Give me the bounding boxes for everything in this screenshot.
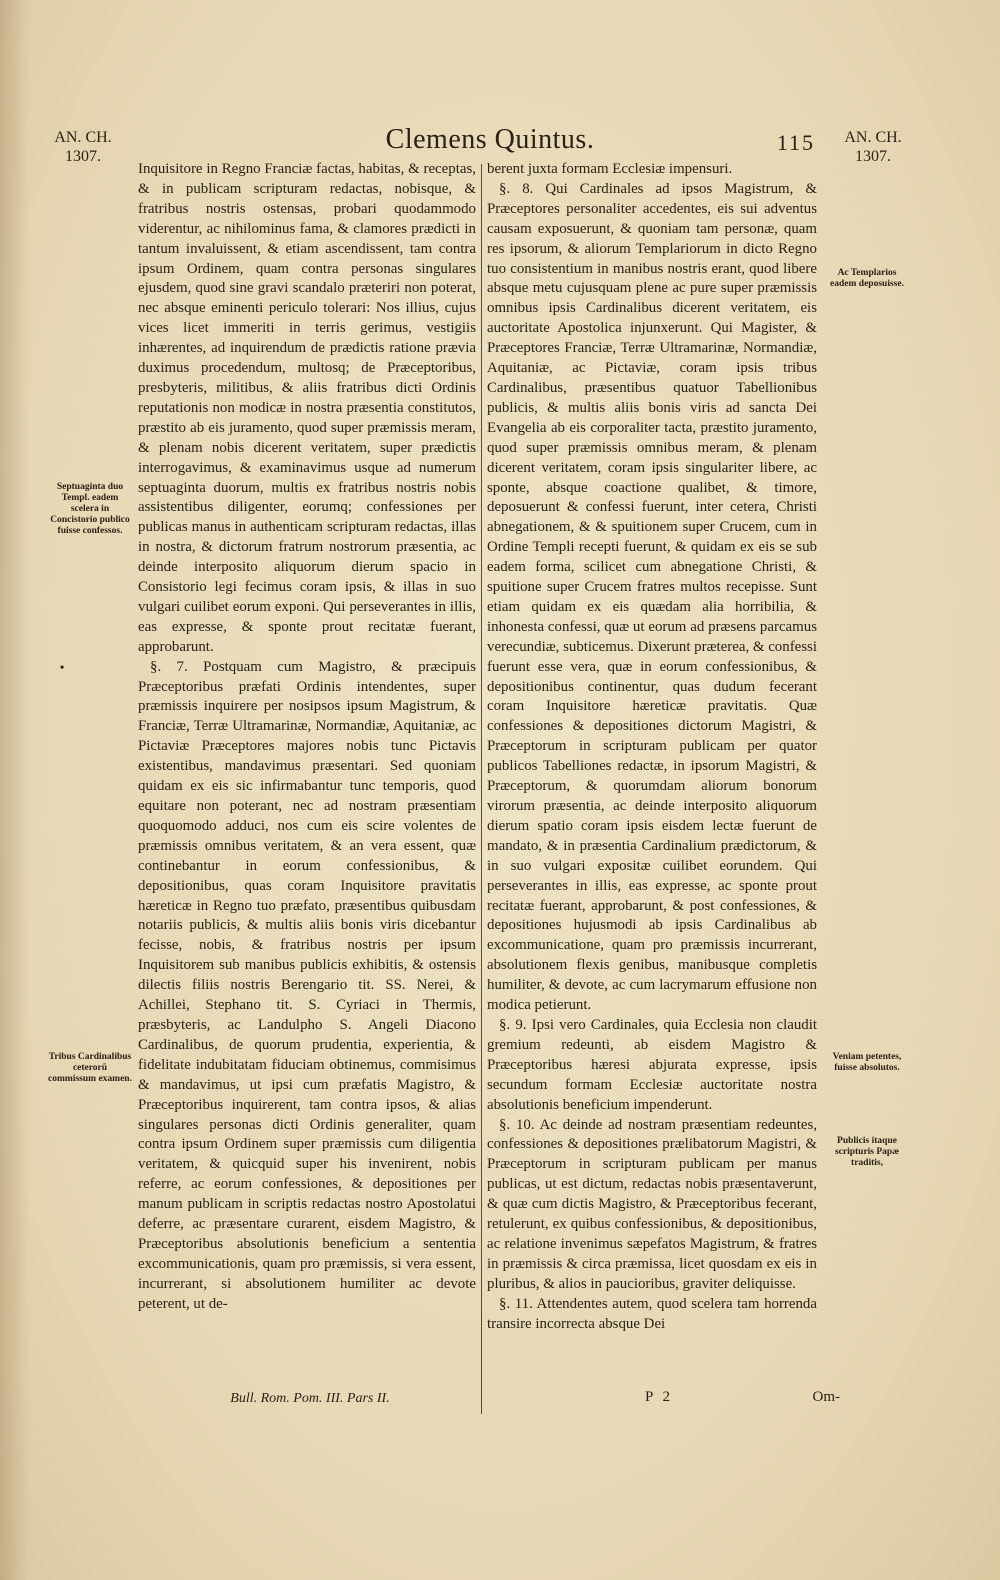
margin-note-right-1: Ac Templarios eadem deposuisse. <box>830 268 904 289</box>
left-column <box>138 160 476 1315</box>
gutter-shadow <box>0 0 30 1580</box>
margin-note-left-2: Tribus Cardinalibus ceterorũ commissum examen. <box>48 1052 132 1084</box>
right-paragraph-2: §. 8. Qui Cardinales ad ipsos Magistrum, & Præceptores personaliter accedentes, eis sui adventus causam exposuerunt, & quoniam tam personæ, quam res ipsorum, & aliorum Templariorum in dicto Regno tuo consistentium in manibus nostris erant, quod libere absque metu cujusquam plene ac pure super præmissis omnibus ipsis Cardinalibus dicerent veritatem, eis auctoritate Apostolica injunxerunt. Qui Magister, & Præceptores Franciæ, Terræ Ultramarinæ, Normandiæ, Aquitaniæ, ac Pictaviæ, coram ipsis tribus Cardinalibus, præsentibus quatuor Tabellionibus publicis, & multis aliis bonis viris ad sancta Dei Evangelia ab eis corporaliter tacta, præstito juramento, quod super præmissis omnibus meram, & plenam dicerent veritatem, coram ipsis singulariter libere, ac sponte, absque coactione qualibet, & timore, deposuerunt & confessi fuerunt, inter cetera, Christi abnegationem, & & spuitionem super Crucem, cum in Ordine Templi recepti fuerunt, & quidam ex eis se sub eadem forma, scilicet cum abnegatione Christi, & spuitione super Crucem fratres multos recepisse. Sunt etiam quidam ex eis quædam alia horribilia, & inhonesta confessi, quæ ut eorum ad præsens parcamus verecundiæ, subticemus. Dixerunt præterea, & confessi fuerunt esse vera, quæ in eorum confessionibus, & depositionibus continentur, quas dudum fecerant coram Inquisitore hæreticæ pravitatis. Quæ confessiones & depositiones dictorum Magistri, & Præceptorum in scripturam publicam per quator publicos Tabelliones redactæ, in ipsorum Magistri, & Præceptorum, & quorumdam aliorum bonorum virorum præsentia, ac deinde interposito aliquorum dierum spatio coram ipsis eisdem lectæ fuerunt de mandato, & in præsentia Cardinalium prædictorum, & in suo vulgari expositæ cuilibet eorundem. Qui perseverantes in illis, eas expresse, ac sponte prout recitatæ fuerant, approbarunt, & post confessiones, & depositiones hujusmodi ab ipsis Cardinalibus ab excommunicatione, quam pro præmissis incurrerant, absolutionem flexis genibus, manibusque completis humiliter, & devote, ac cum lacrymarum effusione non modica petierunt. <box>487 180 817 1014</box>
running-title: Clemens Quintus. <box>385 124 595 155</box>
catchword: Om- <box>812 1389 840 1405</box>
left-paragraph-2: §. 7. Postquam cum Magistro, & præcipuis Præceptoribus præfati Ordinis intendentes, super præmissis inquirere per nosipsos ipsum Magistrum, & Franciæ, Terræ Ultramarinæ, Normandiæ, Aquitaniæ, ac Pictaviæ Præceptores majores nobis tunc Pictavis existentibus, mandavimus præsentari. Sed quoniam quidam ex eis sic infirmabantur tunc temporis, quod equitare non poterant, nec ad nostram præsentiam quoquomodo adduci, nos cum eis scire volentes de præmissis omnibus veritatem, & an vera essent, quæ continebantur in eorum confessionibus, & depositionibus, quas coram Inquisitore pravitatis hæreticæ in Regno tuo præfato, præsentibus quibusdam notariis publicis, & multis aliis bonis viris dicebantur fecisse, nobis, & fratribus nostris per ipsum Inquisitorem sub manibus publicis exhibitis, & ostensis dilectis filiis nostris Berengario tit. SS. Nerei, & Achillei, Stephano tit. S. Cyriaci in Thermis, præsbyteris, ac Landulpho S. Angeli Diacono Cardinalibus, de quorum prudentia, experientia, & fidelitate indubitatam fiduciam obtinemus, commisimus & mandavimus, ut ipsi cum præfatis Magistro, & Præceptoribus inquirerent, tam contra ipsos, & alias singulares personas dicti Ordinis generaliter, quam contra ipsum Ordinem super præmissis cum diligentia veritatem, & quicquid super his invenirent, nobis referre, ac eorum confessiones, & depositiones per manum publicam in scriptis redactas nostro Apostolatui deferre, ac præsentare curarent, eisdem Magistro, & Præceptoribus absolutionis beneficium a sententia excommunicationis, quam pro præmissis, si vera essent, incurrerant, si absolutionem humiliter ac devote peterent, ut de- <box>138 658 476 1312</box>
right-column <box>487 160 817 1334</box>
printer-signature: Bull. Rom. Pom. III. Pars II. <box>230 1391 390 1406</box>
margin-note-right-3: Publicis itaque scripturis Papæ traditis, <box>834 1136 900 1168</box>
margin-bullet: • <box>60 660 65 674</box>
right-paragraph-5: §. 11. Attendentes autem, quod scelera tam horrenda transire incorrecta absque Dei <box>487 1295 817 1332</box>
page-number: 115 <box>776 130 815 155</box>
left-paragraph-1: Inquisitore in Regno Franciæ factas, habitas, & receptas, & in publicam scripturam redactas, nobisque, & fratribus nostris ostensas, probari quodammodo viderentur, ac nihilominus fama, & clamores prædicti in tantum invaluissent, & etiam ascendissent, tam contra ipsum Ordinem, quam contra personas singulares ejusdem, quod sine gravi scandalo præteriri non poterat, nec absque eminenti periculo tolerari: Nos illius, cujus vices licet immeriti in terris gerimus, vestigiis inhærentes, ad inquirendum de prædictis ratione prævia duximus procedendum, multosq; de Præceptoribus, presbyteris, militibus, & aliis fratribus dicti Ordinis reputationis non modicæ in nostra præsentia constitutos, præstito ab eis juramento, quod super præmissis meram, & plenam nobis dicerent veritatem, super prædictis interrogavimus, & examinavimus usque ad numerum septuaginta duorum, multis ex fratribus nostris nobis assistentibus diligenter, eorumq; confessiones per publicas manus in authenticam scripturam redactas, illas in nostra, & dictorum fratrum nostrorum præsentia, ac deinde interposito aliquorum dierum spacio in Consistorio legi fecimus coram ipsis, & illas in suo vulgari cuilibet eorum exponi. Qui perseverantes in illis, eas expresse, & sponte prout recitatæ fuerant, approbarunt. <box>138 161 476 655</box>
year-header-right: AN. CH. 1307. <box>844 129 902 165</box>
column-divider <box>481 164 482 1414</box>
sheet-mark: P 2 <box>645 1389 674 1405</box>
right-paragraph-1: berent juxta formam Ecclesiæ impensuri. <box>487 161 733 177</box>
right-paragraph-3: §. 9. Ipsi vero Cardinales, quia Ecclesia non claudit gremium redeunti, ab eisdem Magistro & Præceptoribus hæresi abjurata expresse, ipsis secundum formam Ecclesiæ auctoritate nostra absolutionis beneficium impenderunt. <box>487 1016 817 1113</box>
right-paragraph-4: §. 10. Ac deinde ad nostram præsentiam redeuntes, confessiones & depositiones prælibatorum Magistri, & Præceptorum in scripturam publicam per manus publicas, ut est dictum, redactas nobis præsentaverunt, & quæ cum dictis Magistro, & Præceptoribus fecerant, retulerunt, ex quibus confessionibus, & depositionibus, ac relatione invenimus sæpefatos Magistrum, & fratres in præmissis & circa præmissa, licet quosdam ex eis in pluribus, & alios in paucioribus, graviter deliquisse. <box>487 1116 817 1292</box>
margin-note-right-2: Veniam petentes, fuisse absolutos. <box>832 1052 902 1073</box>
year-header-left: AN. CH. 1307. <box>54 129 112 165</box>
margin-note-left-1: Septuaginta duo Templ. eadem scelera in Concistorio publico fuisse confessos. <box>50 482 130 536</box>
